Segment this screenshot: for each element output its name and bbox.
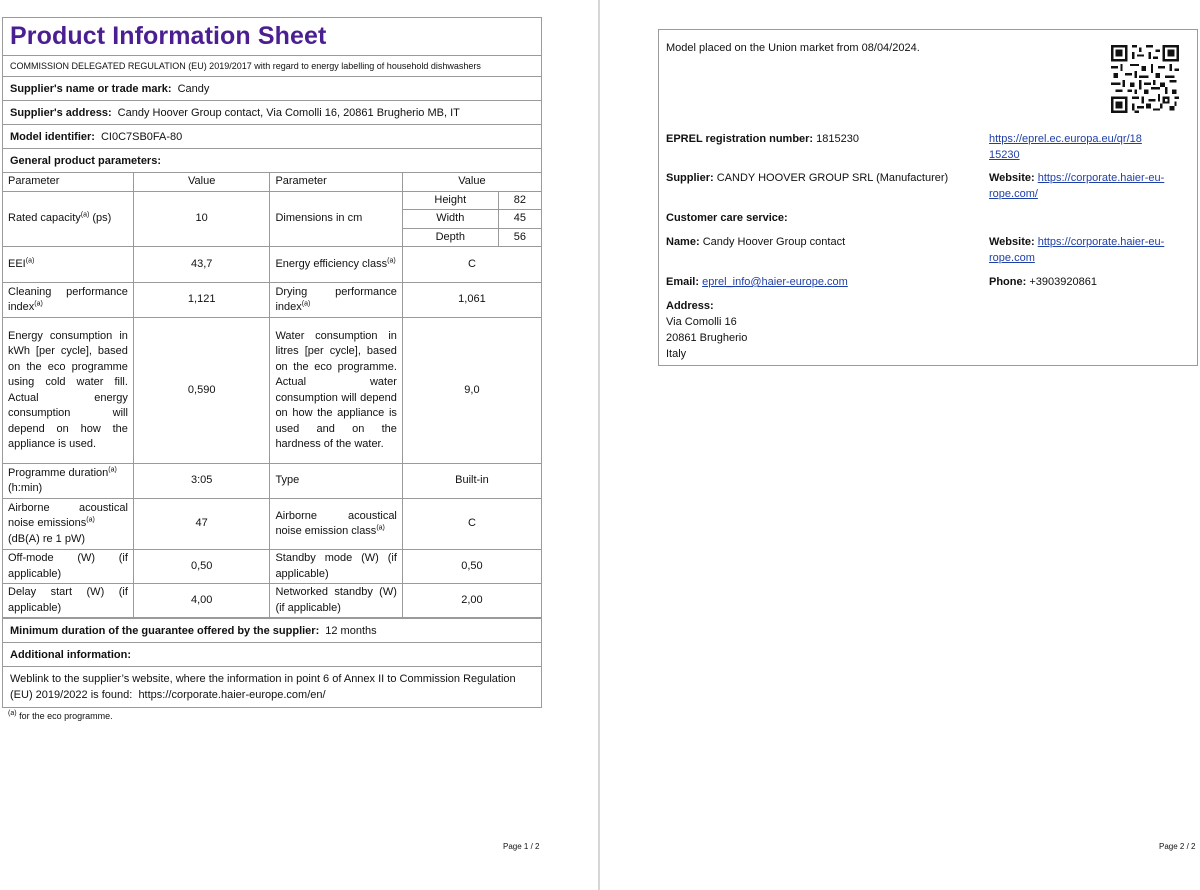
noise-class-label bbox=[270, 499, 402, 550]
cleaning-index-note: (a) bbox=[34, 300, 43, 308]
programme-duration-note: (a) bbox=[108, 465, 117, 473]
supplier-label: Supplier: bbox=[666, 172, 714, 184]
care-website-label: Website: bbox=[989, 236, 1035, 248]
contact-name-value: Candy Hoover Group contact bbox=[702, 236, 846, 248]
contact-name-row bbox=[666, 234, 845, 250]
noise-class-text: Airborne acoustical noise emission class bbox=[275, 509, 397, 537]
noise-emissions-value: 47 bbox=[133, 499, 270, 550]
footnote bbox=[8, 711, 113, 721]
product-information-sheet bbox=[2, 17, 542, 708]
phone-row bbox=[989, 274, 1097, 290]
noise-emissions-note: (a) bbox=[86, 516, 95, 524]
table-row bbox=[3, 191, 541, 210]
address-line-2: 20861 Brugherio bbox=[666, 332, 748, 344]
regulation-text: COMMISSION DELEGATED REGULATION (EU) 2019/2017 with regard to energy labelling of household dishwashers bbox=[10, 61, 481, 71]
qr-code-icon[interactable] bbox=[1111, 45, 1179, 113]
supplier-website-link-cont[interactable]: rope.com/ bbox=[989, 188, 1038, 200]
general-parameters-row bbox=[3, 149, 541, 173]
eei-note: (a) bbox=[25, 257, 35, 265]
width-value: 45 bbox=[498, 210, 541, 229]
table-header-row bbox=[3, 173, 541, 191]
networked-standby-value: 2,00 bbox=[402, 584, 541, 618]
cleaning-index-text: Cleaning performance index bbox=[8, 285, 128, 313]
address-line-3: Italy bbox=[666, 348, 687, 360]
table-row bbox=[3, 318, 541, 464]
type-label: Type bbox=[270, 464, 402, 499]
customer-care-heading bbox=[666, 210, 788, 226]
supplier-website bbox=[989, 170, 1164, 202]
phone-label: Phone: bbox=[989, 276, 1027, 288]
width-label: Width bbox=[402, 210, 498, 229]
model-identifier-row bbox=[3, 125, 541, 149]
noise-emissions-text: Airborne acoustical noise emissions bbox=[8, 501, 128, 530]
general-parameters-label: General product parameters: bbox=[10, 154, 161, 167]
energy-consumption-value: 0,590 bbox=[133, 318, 270, 464]
energy-consumption-label: Energy consumption in kWh [per cycle], based on the eco programme using cold water fill. Actual energy consumption will depend on how the appliance is used. bbox=[3, 318, 133, 464]
address-line-1: Via Comolli 16 bbox=[666, 316, 737, 328]
header-value-1: Value bbox=[133, 173, 270, 191]
eprel-label: EPREL registration number: bbox=[666, 133, 814, 145]
regulation-row bbox=[3, 56, 541, 77]
type-value: Built-in bbox=[402, 464, 541, 499]
drying-index-value: 1,061 bbox=[402, 283, 541, 318]
title-row bbox=[3, 18, 541, 56]
email-link[interactable]: eprel_info@haier-europe.com bbox=[702, 276, 848, 288]
email-row bbox=[666, 274, 848, 290]
supplier-name-value: Candy bbox=[177, 82, 210, 95]
energy-class-label bbox=[270, 247, 402, 283]
guarantee-row bbox=[3, 619, 541, 643]
standby-mode-label: Standby mode (W) (if applicable) bbox=[270, 550, 402, 584]
header-parameter-2: Parameter bbox=[270, 173, 402, 191]
care-website bbox=[989, 234, 1164, 266]
energy-class-value: C bbox=[402, 247, 541, 283]
header-value-2: Value bbox=[402, 173, 541, 191]
drying-index-note: (a) bbox=[301, 300, 311, 308]
table-row bbox=[3, 584, 541, 618]
email-label: Email: bbox=[666, 276, 700, 288]
supplier-row bbox=[666, 170, 948, 186]
drying-index-text: Drying performance index bbox=[275, 285, 397, 313]
standby-mode-value: 0,50 bbox=[402, 550, 541, 584]
dimensions-label: Dimensions in cm bbox=[270, 191, 402, 247]
cleaning-index-label bbox=[3, 283, 133, 318]
weblink-row bbox=[3, 667, 541, 707]
additional-info-label: Additional information: bbox=[10, 648, 131, 661]
rated-capacity-text: Rated capacity bbox=[8, 212, 81, 224]
table-row bbox=[3, 283, 541, 318]
supplier-name-row bbox=[3, 77, 541, 101]
table-row bbox=[3, 550, 541, 584]
rated-capacity-label bbox=[3, 191, 133, 247]
weblink-url[interactable]: https://corporate.haier-europe.com/en/ bbox=[138, 689, 326, 701]
parameters-table bbox=[3, 173, 541, 618]
placed-on-market: Model placed on the Union market from 08/04/2024. bbox=[666, 42, 920, 54]
height-value: 82 bbox=[498, 191, 541, 210]
customer-care-label: Customer care service: bbox=[666, 212, 788, 224]
noise-emissions-unit: (dB(A) re 1 pW) bbox=[8, 532, 86, 545]
energy-class-note: (a) bbox=[387, 257, 396, 265]
energy-class-text: Energy efficiency class bbox=[275, 257, 388, 270]
supplier-address-row bbox=[3, 101, 541, 125]
eei-text: EEI bbox=[8, 257, 26, 270]
rated-capacity-value: 10 bbox=[133, 191, 270, 247]
eprel-value: 1815230 bbox=[816, 133, 859, 145]
weblink-description: Weblink to the supplier’s website, where the information in point 6 of Annex II to Commission Regulation (EU) 2019/2022 is found: bbox=[10, 673, 516, 701]
off-mode-label: Off-mode (W) (if applicable) bbox=[3, 550, 133, 584]
supplier-address-label: Supplier's address: bbox=[10, 106, 112, 119]
page-1 bbox=[0, 0, 598, 890]
eprel-link-line1[interactable]: https://eprel.ec.europa.eu/qr/18 bbox=[989, 133, 1142, 145]
eprel-info-box bbox=[658, 29, 1198, 366]
programme-duration-value: 3:05 bbox=[133, 464, 270, 499]
care-website-link-cont[interactable]: rope.com bbox=[989, 252, 1035, 264]
depth-value: 56 bbox=[498, 228, 541, 247]
address-block bbox=[666, 298, 747, 362]
header-parameter-1: Parameter bbox=[3, 173, 133, 191]
guarantee-label: Minimum duration of the guarantee offered by the supplier: bbox=[10, 624, 320, 637]
supplier-website-link[interactable]: https://corporate.haier-eu- bbox=[1037, 172, 1165, 184]
supplier-website-label: Website: bbox=[989, 172, 1035, 184]
page-number-1: Page 1 / 2 bbox=[503, 842, 540, 851]
parameters-table-wrap bbox=[3, 173, 541, 619]
weblink-text bbox=[10, 671, 534, 703]
drying-index-label bbox=[270, 283, 402, 318]
page-2 bbox=[600, 0, 1200, 890]
off-mode-value: 0,50 bbox=[133, 550, 270, 584]
noise-emissions-label bbox=[3, 499, 133, 550]
eprel-row bbox=[666, 131, 859, 147]
delay-start-label: Delay start (W) (if applicable) bbox=[3, 584, 133, 618]
supplier-address-value: Candy Hoover Group contact, Via Comolli 16, 20861 Brugherio MB, IT bbox=[117, 106, 460, 119]
guarantee-value: 12 months bbox=[325, 624, 377, 637]
networked-standby-label: Networked standby (W) (if applicable) bbox=[270, 584, 402, 618]
page-number-2: Page 2 / 2 bbox=[1159, 842, 1196, 851]
rated-capacity-note: (a) bbox=[80, 211, 90, 219]
water-consumption-value: 9,0 bbox=[402, 318, 541, 464]
depth-label: Depth bbox=[402, 228, 498, 247]
water-consumption-label: Water consumption in litres [per cycle], based on the eco programme. Actual water consumption will depend on how the appliance is used and on the hardness of the water. bbox=[270, 318, 402, 464]
eei-value: 43,7 bbox=[133, 247, 270, 283]
address-label: Address: bbox=[666, 300, 714, 312]
eprel-link-line2[interactable]: 15230 bbox=[989, 149, 1020, 161]
contact-name-label: Name: bbox=[666, 236, 700, 248]
table-row bbox=[3, 499, 541, 550]
supplier-name-label: Supplier's name or trade mark: bbox=[10, 82, 172, 95]
model-identifier-label: Model identifier: bbox=[10, 130, 95, 143]
table-row bbox=[3, 247, 541, 283]
programme-duration-text: Programme duration bbox=[8, 466, 109, 479]
cleaning-index-value: 1,121 bbox=[133, 283, 270, 318]
care-website-link[interactable]: https://corporate.haier-eu- bbox=[1037, 236, 1165, 248]
noise-class-value: C bbox=[402, 499, 541, 550]
eprel-link[interactable] bbox=[989, 131, 1142, 163]
delay-start-value: 4,00 bbox=[133, 584, 270, 618]
model-identifier-value: CI0C7SB0FA-80 bbox=[100, 130, 183, 143]
height-label: Height bbox=[402, 191, 498, 210]
footnote-mark: (a) bbox=[8, 710, 17, 717]
noise-class-note: (a) bbox=[376, 524, 385, 532]
programme-duration-label bbox=[3, 464, 133, 499]
phone-value: +3903920861 bbox=[1029, 276, 1097, 288]
programme-duration-unit: (h:min) bbox=[8, 482, 43, 494]
rated-capacity-unit: (ps) bbox=[92, 212, 112, 224]
footnote-text: for the eco programme. bbox=[19, 711, 113, 721]
supplier-value: CANDY HOOVER GROUP SRL (Manufacturer) bbox=[716, 172, 949, 184]
additional-info-row bbox=[3, 643, 541, 667]
table-row bbox=[3, 464, 541, 499]
document-title: Product Information Sheet bbox=[10, 22, 327, 50]
eei-label bbox=[3, 247, 133, 283]
